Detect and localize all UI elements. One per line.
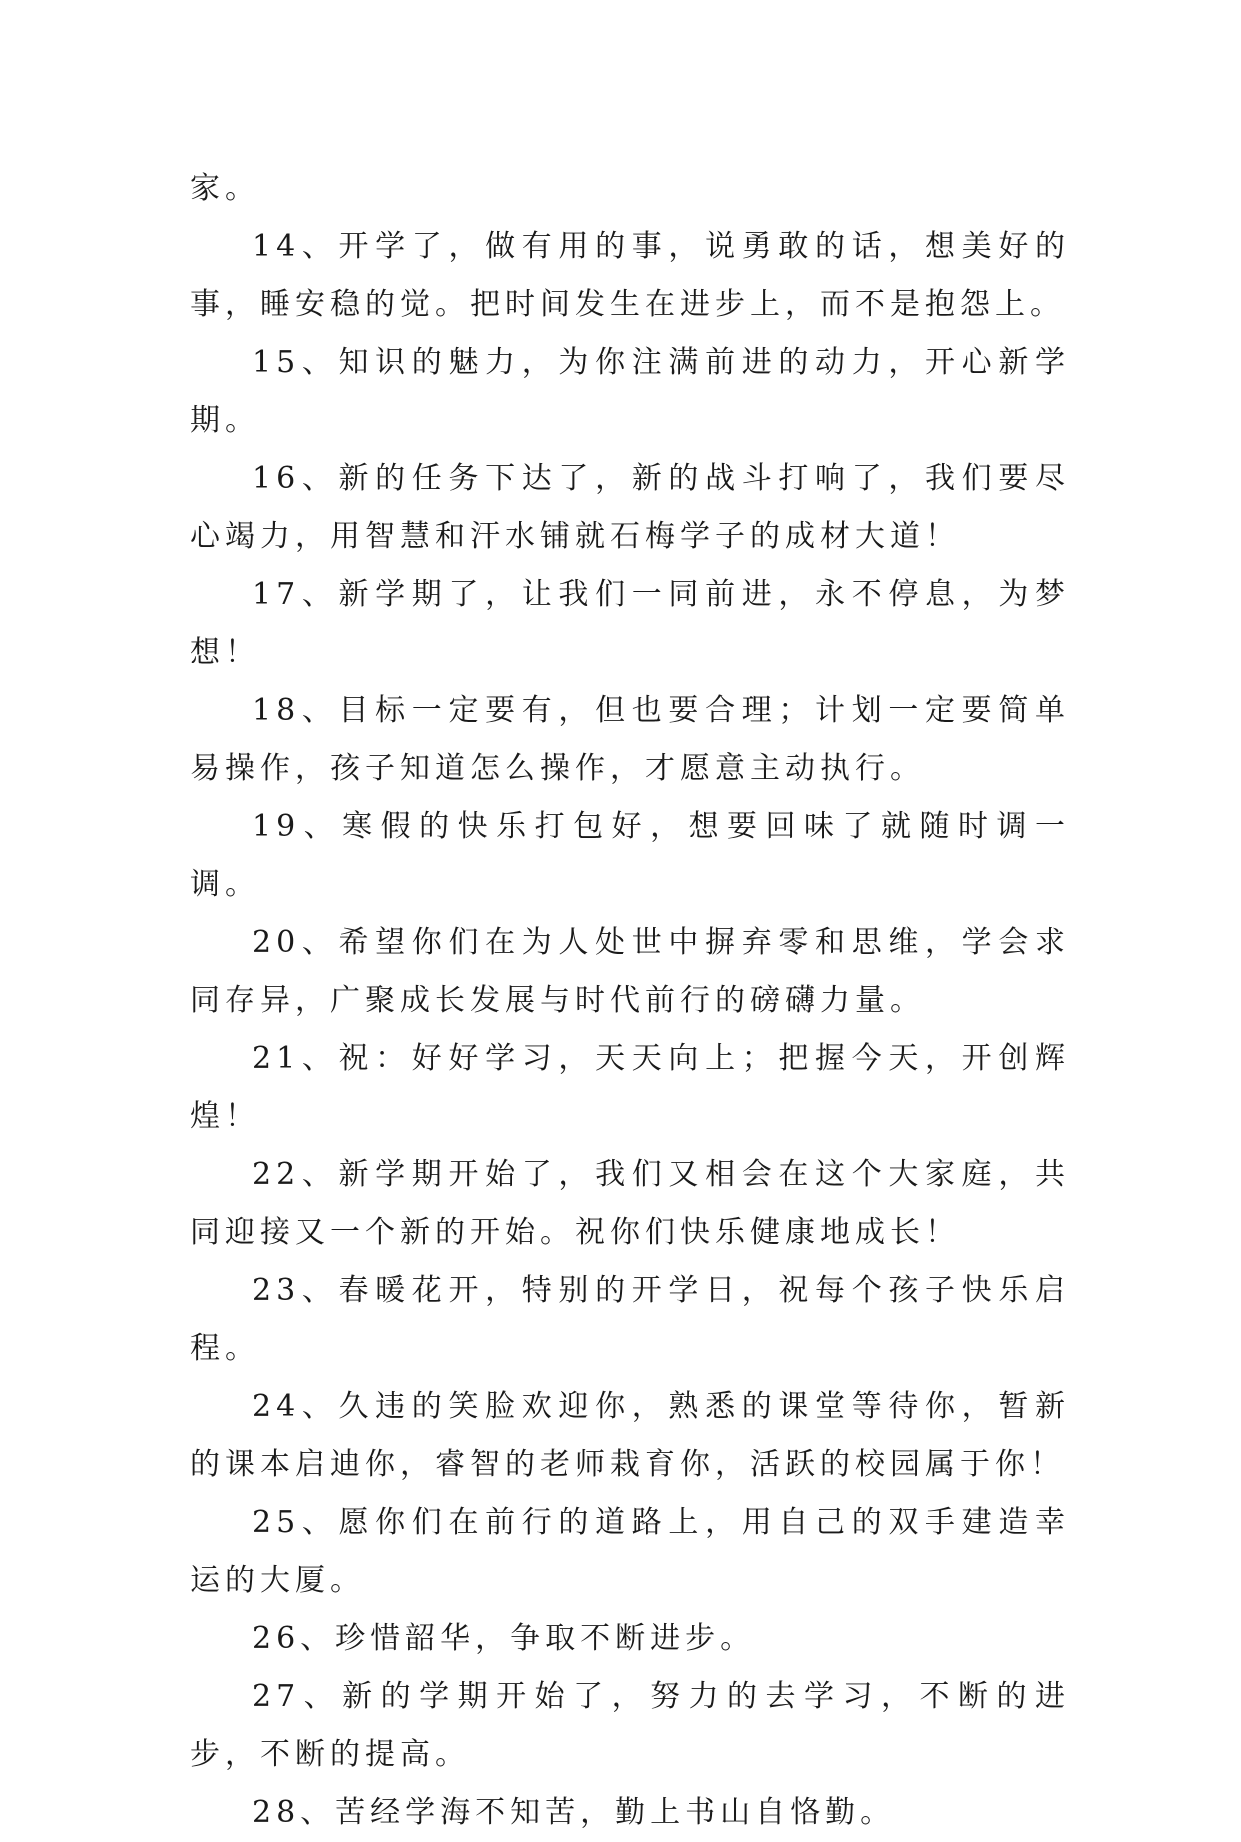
paragraph-18: 18、目标一定要有，但也要合理；计划一定要简单易操作，孩子知道怎么操作，才愿意主动执行。 bbox=[190, 693, 1070, 786]
paragraph-16: 16、新的任务下达了，新的战斗打响了，我们要尽心竭力，用智慧和汗水铺就石梅学子的成材大道！ bbox=[190, 461, 1070, 554]
paragraph-24: 24、久违的笑脸欢迎你，熟悉的课堂等待你，暂新的课本启迪你，睿智的老师栽育你，活跃的校园属于你！ bbox=[190, 1389, 1070, 1482]
document-body bbox=[190, 160, 1070, 1842]
paragraph-28: 28、苦经学海不知苦，勤上书山自恪勤。 bbox=[252, 1795, 896, 1830]
paragraph-continuation: 家。 bbox=[190, 171, 260, 206]
paragraph-19: 19、寒假的快乐打包好，想要回味了就随时调一调。 bbox=[190, 809, 1070, 902]
paragraph-27: 27、新的学期开始了，努力的去学习，不断的进步，不断的提高。 bbox=[190, 1679, 1070, 1772]
paragraph-15: 15、知识的魅力，为你注满前进的动力，开心新学期。 bbox=[190, 345, 1070, 438]
paragraph-23: 23、春暖花开，特别的开学日，祝每个孩子快乐启程。 bbox=[190, 1273, 1070, 1366]
paragraph-26: 26、珍惜韶华，争取不断进步。 bbox=[252, 1621, 756, 1656]
paragraph-14: 14、开学了，做有用的事，说勇敢的话，想美好的事，睡安稳的觉。把时间发生在进步上，而不是抱怨上。 bbox=[190, 229, 1070, 322]
paragraph-20: 20、希望你们在为人处世中摒弃零和思维，学会求同存异，广聚成长发展与时代前行的磅礴力量。 bbox=[190, 925, 1070, 1018]
paragraph-17: 17、新学期了，让我们一同前进，永不停息，为梦想！ bbox=[190, 577, 1070, 670]
paragraph-21: 21、祝：好好学习，天天向上；把握今天，开创辉煌！ bbox=[190, 1041, 1070, 1134]
paragraph-25: 25、愿你们在前行的道路上，用自己的双手建造幸运的大厦。 bbox=[190, 1505, 1070, 1598]
paragraph-22: 22、新学期开始了，我们又相会在这个大家庭，共同迎接又一个新的开始。祝你们快乐健康地成长！ bbox=[190, 1157, 1070, 1250]
